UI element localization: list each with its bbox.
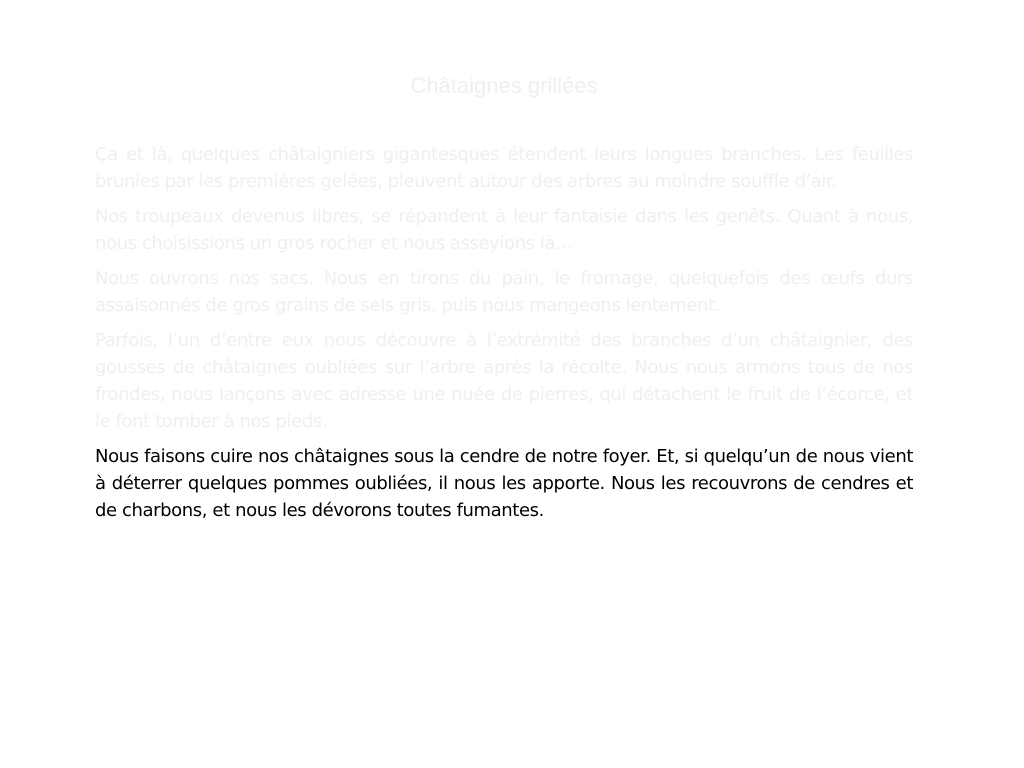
slide-body <box>95 141 913 532</box>
paragraph-3: Nous ouvrons nos sacs. Nous en tirons du pain, le fromage, quelquefois des œufs durs assaisonnés de gros grains de sels gris, puis nous mangeons lentement. <box>95 268 913 316</box>
paragraph-4: Parfois, l’un d’entre eux nous découvre à l’extrémité des branches d’un châtaignier, des gousses de châtaignes oubliées sur l’arbre après la récolte. Nous nous armons tous de nos frondes, nous lançons avec adresse une nuée de pierres, qui détachent le fruit de l’écorce, et le font tomber à nos pieds. <box>95 330 913 432</box>
slide-title: Châtaignes grillées <box>410 73 598 98</box>
paragraph-5-highlighted: Nous faisons cuire nos châtaignes sous la cendre de notre foyer. Et, si quelqu’un de nous vient à déterrer quelques pommes oubliées, il nous les apporte. Nous les recouvrons de cendres et de charbons, et nous les dévorons toutes fumantes. <box>95 446 913 521</box>
paragraph-2: Nos troupeaux devenus libres, se répandent à leur fantaisie dans les genêts. Quant à nous, nous choisissions un gros rocher et nous asseyions là… <box>95 206 913 254</box>
paragraph-1: Ça et là, quelques châtaigniers gigantesques étendent leurs longues branches. Les feuilles brunies par les premières gelées, pleuvent autour des arbres au moindre souffle d’air. <box>95 144 913 192</box>
